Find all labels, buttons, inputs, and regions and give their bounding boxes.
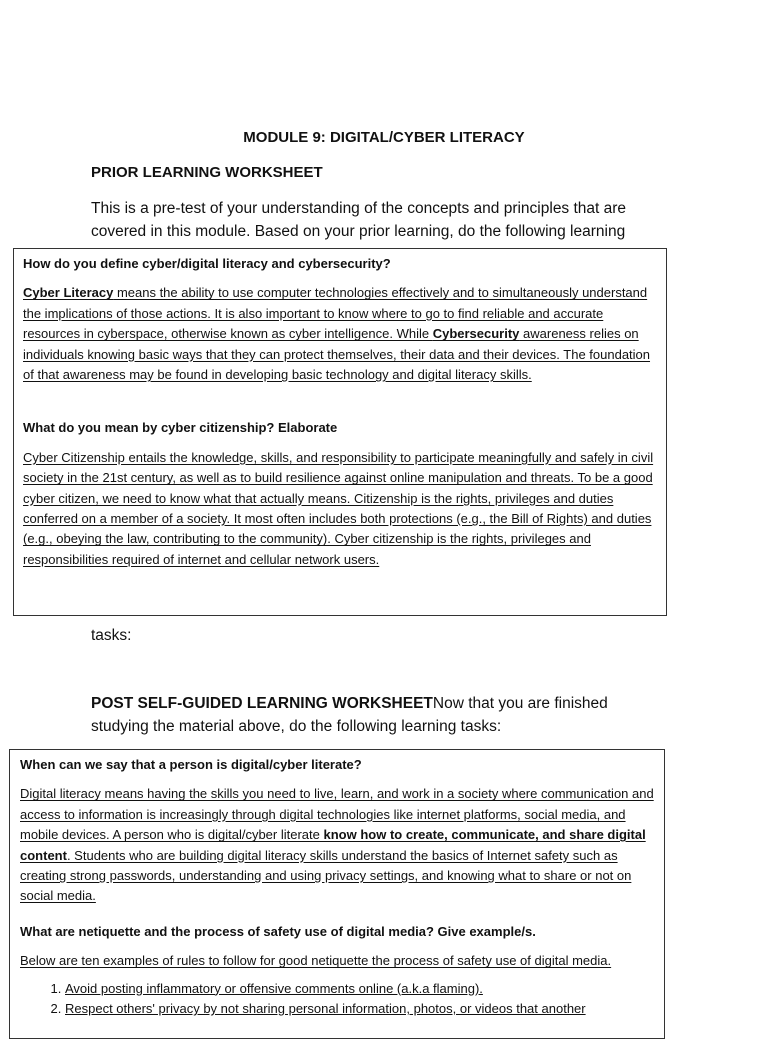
prior-answer-1 [23,283,658,385]
term-cybersecurity: Cybersecurity [432,326,520,342]
post-answer-1 [20,784,656,906]
post-worksheet-heading: POST SELF-GUIDED LEARNING WORKSHEET [91,695,433,712]
module-title: MODULE 9: DIGITAL/CYBER LITERACY [243,129,525,146]
post-answer-1-bold: know how to create, communicate, and share digital content [20,827,646,863]
post-answer-2-intro: Below are ten examples of rules to follow for good netiquette the process of safety use of digital media. [20,953,612,969]
prior-worksheet-heading: PRIOR LEARNING WORKSHEET [91,164,323,181]
prior-answer-2: Cyber Citizenship entails the knowledge, skills, and responsibility to participate meaningfully and safely in civil society in the 21st century, as well as to build resilience against online manipulation and threats. To be a good cyber citizen, we need to know what that actually means. Citizenship is the rights, privileges and duties conferred on a member of a society. It most often includes both protections (e.g., the Bill of Rights) and duties (e.g., obeying the law, contributing to the community). Cyber citizenship is the rights, privileges and responsibilities required of internet and cellular network users. [23,449,654,567]
prior-intro-tail: tasks: [91,627,132,644]
post-intro-text: Now that you are finished studying the material above, do the following learning tasks: [91,695,608,735]
post-intro-paragraph [91,692,661,738]
term-cyber-literacy: Cyber Literacy [23,285,114,301]
post-answer-1-text-b: . Students who are building digital literacy skills understand the basics of Internet safety such as creating strong passwords, understanding and using privacy settings, and knowing what to share or not on social media. [20,847,632,904]
post-question-2: What are netiquette and the process of safety use of digital media? Give example/s. [20,923,536,939]
prior-question-1: How do you define cyber/digital literacy and cybersecurity? [23,256,391,271]
rule-text: Avoid posting inflammatory or offensive comments online (a.k.a flaming). [65,980,483,996]
prior-intro-paragraph: This is a pre-test of your understanding of the concepts and principles that are covered in this module. Based on your prior learning, do the following learning [91,200,627,240]
list-item [65,979,656,999]
prior-answer-box [13,248,667,616]
post-question-1: When can we say that a person is digital/cyber literate? [20,757,362,772]
post-answer-box [9,749,665,1039]
prior-question-2: What do you mean by cyber citizenship? Elaborate [23,420,338,436]
prior-answer-1-text-b: awareness relies on individuals knowing basic ways that they can protect themselves, their data and their devices. The foundation of that awareness may be found in developing basic technology and digital literacy skills. [23,326,651,383]
rule-text: Respect others' privacy by not sharing personal information, photos, or videos that another [65,1001,586,1017]
list-item [65,999,656,1019]
post-answer-1-text-a: Digital literacy means having the skills you need to live, learn, and work in a society where communication and access to information is increasingly through digital technologies like internet platforms, social media, and mobile devices. A person who is digital/cyber literate [20,786,654,843]
netiquette-rules-list [20,979,656,1020]
prior-answer-1-text-a: means the ability to use computer technologies effectively and to simultaneously understand the implications of those actions. It is also important to know where to go to find reliable and accurate resources in cyberspace, otherwise known as cyber intelligence. While [23,285,648,342]
